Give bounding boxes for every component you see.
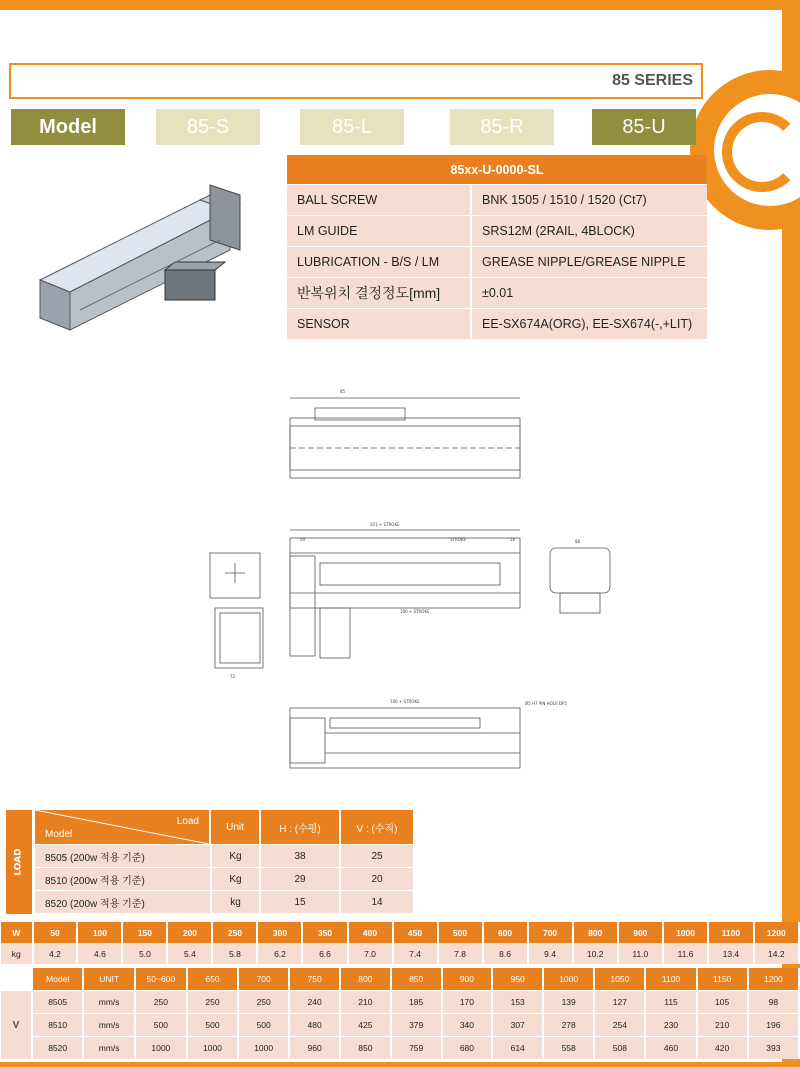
speed-value: 850	[340, 1037, 391, 1060]
weight-stroke: 500	[438, 922, 483, 943]
speed-value: 1000	[135, 1037, 187, 1060]
load-header-h: H : (수평)	[260, 810, 340, 845]
spec-table	[287, 155, 707, 339]
weight-stroke: 50	[33, 922, 78, 943]
technical-drawing	[180, 378, 640, 778]
weight-unit-label: kg	[1, 943, 33, 964]
load-v: 25	[340, 845, 414, 868]
load-header-diagonal	[35, 810, 211, 844]
spec-key: LM GUIDE	[287, 216, 471, 247]
load-v: 20	[340, 868, 414, 891]
load-side-label	[6, 810, 32, 914]
spec-key: 반복위치 결정정도[mm]	[287, 278, 471, 309]
speed-stroke: 750	[289, 968, 340, 991]
weight-stroke: 700	[528, 922, 573, 943]
speed-value: 98	[748, 991, 799, 1014]
spec-value: SRS12M (2RAIL, 4BLOCK)	[471, 216, 707, 247]
speed-value: 460	[645, 1037, 696, 1060]
speed-value: 1000	[187, 1037, 238, 1060]
weight-stroke: 1200	[754, 922, 799, 943]
table-row	[1, 1037, 799, 1060]
weight-value: 4.6	[77, 943, 122, 964]
weight-value: 13.4	[708, 943, 753, 964]
speed-stroke: 650	[187, 968, 238, 991]
actuator-3d-image	[30, 180, 270, 340]
table-row	[1, 1014, 799, 1037]
load-h: 29	[260, 868, 340, 891]
speed-value: 250	[238, 991, 289, 1014]
weight-stroke: 250	[212, 922, 257, 943]
weight-stroke: 800	[573, 922, 618, 943]
tab-85-r[interactable]: 85-R	[450, 109, 554, 145]
weight-value: 6.2	[257, 943, 302, 964]
speed-value: 127	[594, 991, 645, 1014]
weight-value: 7.0	[348, 943, 393, 964]
dim-label: 72	[230, 674, 236, 679]
spec-row	[287, 185, 707, 216]
speed-value: 480	[289, 1014, 340, 1037]
weight-value: 11.0	[618, 943, 663, 964]
weight-value: 14.2	[754, 943, 799, 964]
speed-unit: mm/s	[83, 1037, 134, 1060]
speed-stroke: 700	[238, 968, 289, 991]
weight-stroke: 150	[122, 922, 167, 943]
speed-value: 307	[492, 1014, 543, 1037]
load-header-load: Load	[176, 816, 199, 827]
spec-row	[287, 278, 707, 309]
load-header-v: V : (수직)	[340, 810, 414, 845]
speed-value: 508	[594, 1037, 645, 1060]
tab-85-u[interactable]: 85-U	[592, 109, 696, 145]
spec-key: LUBRICATION - B/S / LM	[287, 247, 471, 278]
speed-value: 210	[340, 991, 391, 1014]
speed-value: 500	[187, 1014, 238, 1037]
series-title: 85 SERIES	[612, 72, 693, 89]
spec-title: 85xx-U-0000-SL	[287, 155, 707, 185]
dim-label: 100 + STROKE	[390, 699, 420, 704]
speed-model: 8510	[32, 1014, 84, 1037]
speed-stroke: 850	[391, 968, 442, 991]
speed-unit: mm/s	[83, 991, 134, 1014]
weight-stroke: 450	[393, 922, 438, 943]
load-header-unit: Unit	[211, 810, 260, 845]
weight-stroke: 400	[348, 922, 393, 943]
weight-value: 7.8	[438, 943, 483, 964]
weight-head-label: W	[1, 922, 33, 943]
spec-value: GREASE NIPPLE/GREASE NIPPLE	[471, 247, 707, 278]
speed-stroke: 1100	[645, 968, 696, 991]
speed-stroke: 1200	[748, 968, 799, 991]
weight-value: 6.6	[302, 943, 347, 964]
load-unit: Kg	[211, 845, 260, 868]
speed-stroke: 50~600	[135, 968, 187, 991]
weight-value: 4.2	[33, 943, 78, 964]
load-h: 15	[260, 891, 340, 914]
tab-85-l[interactable]: 85-L	[300, 109, 404, 145]
spec-value: EE-SX674A(ORG), EE-SX674(-,+LIT)	[471, 309, 707, 340]
series-header	[9, 63, 703, 99]
speed-stroke: 1050	[594, 968, 645, 991]
speed-side-label: V	[1, 991, 32, 1060]
tab-model[interactable]: Model	[11, 109, 125, 145]
frame-top	[0, 0, 800, 10]
speed-value: 680	[442, 1037, 493, 1060]
weight-value: 10.2	[573, 943, 618, 964]
weight-value: 11.6	[663, 943, 708, 964]
speed-head-unit: UNIT	[83, 968, 134, 991]
tab-85-s[interactable]: 85-S	[156, 109, 260, 145]
speed-value: 340	[442, 1014, 493, 1037]
table-row	[35, 845, 414, 868]
speed-model: 8520	[32, 1037, 84, 1060]
speed-value: 425	[340, 1014, 391, 1037]
speed-stroke: 950	[492, 968, 543, 991]
speed-value: 230	[645, 1014, 696, 1037]
speed-stroke: 1150	[697, 968, 748, 991]
weight-value: 5.4	[167, 943, 212, 964]
speed-value: 558	[543, 1037, 594, 1060]
speed-value: 250	[135, 991, 187, 1014]
spec-value: ±0.01	[471, 278, 707, 309]
weight-stroke: 1100	[708, 922, 753, 943]
speed-value: 115	[645, 991, 696, 1014]
weight-value: 5.0	[122, 943, 167, 964]
weight-stroke: 200	[167, 922, 212, 943]
load-unit: kg	[211, 891, 260, 914]
dim-label: 85	[340, 389, 346, 394]
dim-label: 28	[510, 537, 516, 542]
weight-value: 8.6	[483, 943, 528, 964]
table-row	[1, 991, 799, 1014]
speed-stroke: 1000	[543, 968, 594, 991]
weight-stroke: 100	[77, 922, 122, 943]
speed-head-model: Model	[32, 968, 84, 991]
speed-value: 185	[391, 991, 442, 1014]
load-unit: Kg	[211, 868, 260, 891]
speed-value: 153	[492, 991, 543, 1014]
spec-row	[287, 216, 707, 247]
speed-value: 196	[748, 1014, 799, 1037]
speed-value: 500	[238, 1014, 289, 1037]
speed-value: 500	[135, 1014, 187, 1037]
load-model: 8505 (200w 적용 기준)	[35, 845, 211, 868]
speed-model: 8505	[32, 991, 84, 1014]
speed-value: 420	[697, 1037, 748, 1060]
speed-value: 240	[289, 991, 340, 1014]
speed-value: 614	[492, 1037, 543, 1060]
table-row	[35, 868, 414, 891]
weight-stroke: 300	[257, 922, 302, 943]
table-row	[35, 891, 414, 914]
spec-value: BNK 1505 / 1510 / 1520 (Ct7)	[471, 185, 707, 216]
speed-value: 393	[748, 1037, 799, 1060]
speed-value: 759	[391, 1037, 442, 1060]
speed-value: 960	[289, 1037, 340, 1060]
dim-label: STROKE	[450, 537, 467, 542]
weight-stroke: 1000	[663, 922, 708, 943]
spec-row	[287, 247, 707, 278]
spec-row	[287, 309, 707, 340]
load-table	[35, 810, 415, 913]
speed-table	[1, 968, 800, 1059]
spec-key: BALL SCREW	[287, 185, 471, 216]
dim-label: Ø5 H7 PIN HOLE DP5	[525, 701, 567, 706]
spec-key: SENSOR	[287, 309, 471, 340]
weight-value: 7.4	[393, 943, 438, 964]
dim-label: 88	[575, 539, 581, 544]
speed-value: 379	[391, 1014, 442, 1037]
speed-value: 105	[697, 991, 748, 1014]
frame-bottom	[0, 1062, 800, 1067]
load-v: 14	[340, 891, 414, 914]
load-model: 8510 (200w 적용 기준)	[35, 868, 211, 891]
speed-value: 250	[187, 991, 238, 1014]
brand-c-logo	[722, 112, 800, 192]
speed-value: 139	[543, 991, 594, 1014]
speed-unit: mm/s	[83, 1014, 134, 1037]
load-header-model: Model	[45, 829, 73, 840]
speed-value: 210	[697, 1014, 748, 1037]
weight-stroke: 600	[483, 922, 528, 943]
speed-value: 278	[543, 1014, 594, 1037]
speed-value: 254	[594, 1014, 645, 1037]
speed-value: 1000	[238, 1037, 289, 1060]
speed-value: 170	[442, 991, 493, 1014]
load-h: 38	[260, 845, 340, 868]
dim-label: 201 + STROKE	[370, 522, 400, 527]
speed-stroke: 800	[340, 968, 391, 991]
load-side-text: LOAD	[14, 848, 25, 876]
weight-stroke: 900	[618, 922, 663, 943]
dim-label: 50	[300, 537, 306, 542]
weight-value: 5.8	[212, 943, 257, 964]
weight-table	[1, 922, 800, 964]
speed-stroke: 900	[442, 968, 493, 991]
weight-value: 9.4	[528, 943, 573, 964]
load-model: 8520 (200w 적용 기준)	[35, 891, 211, 914]
dim-label: 100 + STROKE	[400, 609, 430, 614]
weight-stroke: 350	[302, 922, 347, 943]
